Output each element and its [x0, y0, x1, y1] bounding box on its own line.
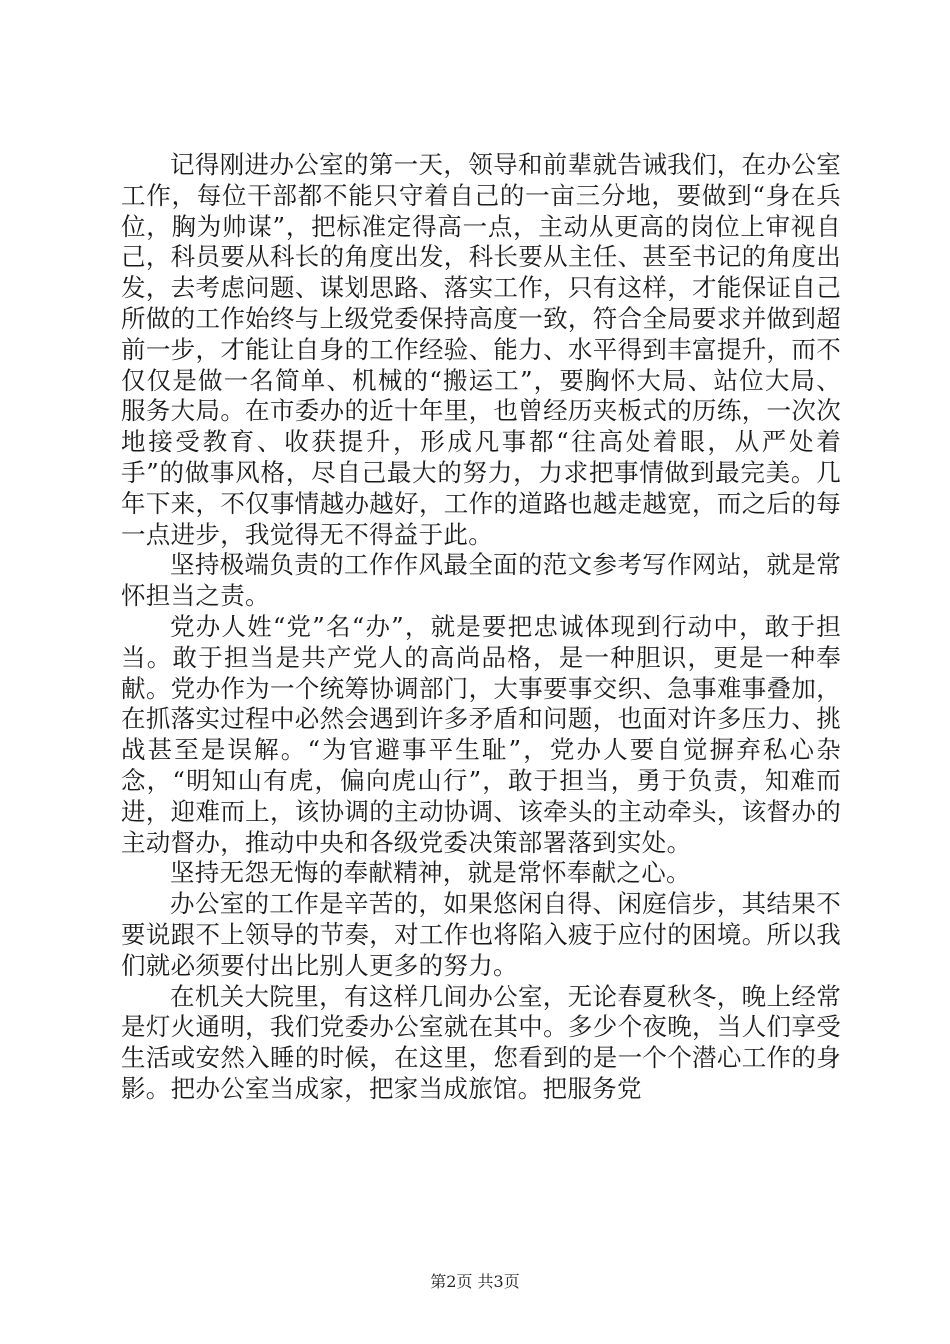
paragraph-2: 坚持极端负责的工作作风最全面的范文参考写作网站，就是常怀担当之责。 — [121, 550, 841, 611]
paragraph-4: 坚持无怨无悔的奉献精神，就是常怀奉献之心。 — [170, 858, 691, 888]
paragraph-3: 党办人姓“党”名“办”，就是要把忠诚体现到行动中，敢于担当。敢于担当是共产党人的高尚品格，是一种胆识，更是一种奉献。党办作为一个统筹协调部门，大事要事交织、急事难事叠加，在抓落实过程中必然会遇到许多矛盾和问题，也面对许多压力、挑战甚至是误解。“为官避事平生耻”，党办人要自觉摒弃私心杂念，“明知山有虎，偏向虎山行”，敢于担当，勇于负责，知难而进，迎难而上，该协调的主动协调、该牵头的主动牵头，该督办的主动督办，推动中央和各级党委决策部署落到实处。 — [121, 611, 841, 857]
paragraph-1: 记得刚进办公室的第一天，领导和前辈就告诫我们，在办公室工作，每位干部都不能只守着自己的一亩三分地，要做到“身在兵位，胸为帅谋”，把标准定得高一点，主动从更高的岗位上审视自己，科员要从科长的角度出发，科长要从主任、甚至书记的角度出发，去考虑问题、谋划思路、落实工作，只有这样，才能保证自己所做的工作始终与上级党委保持高度一致，符合全局要求并做到超前一步，才能让自身的工作经验、能力、水平得到丰富提升，而不仅仅是做一名简单、机械的“搬运工”，要胸怀大局、站位大局、服务大局。在市委办的近十年里，也曾经历夹板式的历练，一次次地接受教育、收获提升，形成凡事都“往高处着眼，从严处着手”的做事风格，尽自己最大的努力，力求把事情做到最完美。几年下来，不仅事情越办越好，工作的道路也越走越宽，而之后的每一点进步，我觉得无不得益于此。 — [121, 150, 841, 549]
paragraph-5: 办公室的工作是辛苦的，如果悠闲自得、闲庭信步，其结果不要说跟不上领导的节奏，对工作也将陷入疲于应付的困境。所以我们就必须要付出比别人更多的努力。 — [121, 889, 841, 980]
paragraph-6: 在机关大院里，有这样几间办公室，无论春夏秋冬，晚上经常是灯火通明，我们党委办公室就在其中。多少个夜晚，当人们享受生活或安然入睡的时候，在这里，您看到的是一个个潜心工作的身影。把办公室当成家，把家当成旅馆。把服务党 — [121, 981, 841, 1103]
document-body — [121, 150, 841, 1105]
page-number-footer: 第2页 共3页 — [430, 1272, 520, 1291]
